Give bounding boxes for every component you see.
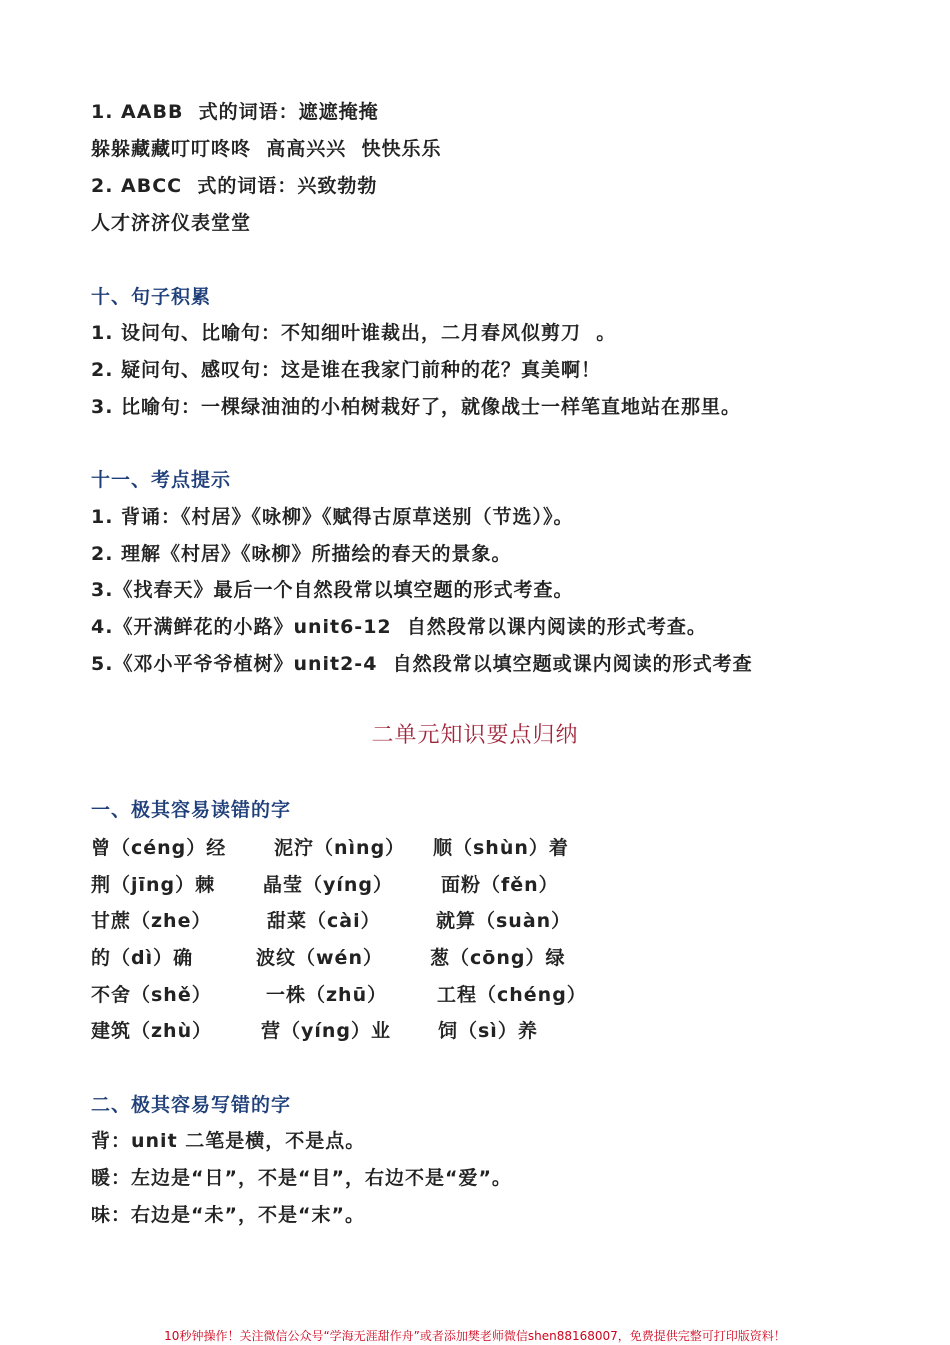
sentence-item-3: 3. 比喻句：一棵绿油油的小柏树栽好了，就像战士一样笔直地站在那里。	[91, 396, 742, 418]
tip-item-1: 1. 背诵：《村居》《咏柳》《赋得古原草送别（节选）》。	[91, 506, 574, 528]
tip-item-4: 4.《开满鲜花的小路》unit6-12 自然段常以课内阅读的形式考查。	[91, 616, 707, 638]
tip-item-2: 2. 理解《村居》《咏柳》所描绘的春天的景象。	[91, 543, 512, 565]
miswrite-item-2: 暖：左边是“日”，不是“目”，右边不是“爱”。	[91, 1167, 512, 1189]
pinyin-word: 波纹（wén）	[256, 947, 383, 969]
sentence-item-1: 1. 设问句、比喻句：不知细叶谁裁出，二月春风似剪刀 。	[91, 322, 617, 344]
pinyin-word: 建筑（zhù）	[91, 1020, 213, 1042]
heading-exam-tips: 十一、考点提示	[91, 469, 232, 491]
pinyin-word: 工程（chéng）	[437, 984, 587, 1006]
pinyin-word: 就算（suàn）	[436, 910, 572, 932]
word-pattern-abcc: 2. ABCC 式的词语：兴致勃勃	[91, 175, 378, 197]
tip-item-3: 3.《找春天》最后一个自然段常以填空题的形式考查。	[91, 579, 574, 601]
heading-misread-characters: 一、极其容易读错的字	[91, 799, 292, 821]
sentence-item-2: 2. 疑问句、感叹句：这是谁在我家门前种的花？真美啊！	[91, 359, 602, 381]
pinyin-word: 荆（jīng）棘	[91, 874, 216, 896]
pinyin-word: 不舍（shě）	[91, 984, 212, 1006]
word-pattern-aabb-examples: 躲躲藏藏叮叮咚咚 高高兴兴 快快乐乐	[91, 138, 442, 160]
miswrite-item-1: 背：unit 二笔是横，不是点。	[91, 1130, 366, 1152]
miswrite-item-3: 味：右边是“未”，不是“末”。	[91, 1204, 365, 1226]
unit-title: 二单元知识要点归纳	[371, 723, 579, 748]
tip-item-5: 5.《邓小平爷爷植树》unit2-4 自然段常以填空题或课内阅读的形式考查	[91, 653, 753, 675]
pinyin-word: 面粉（fěn）	[441, 874, 559, 896]
pinyin-word: 曾（céng）经	[91, 837, 227, 859]
pinyin-word: 的（dì）确	[91, 947, 194, 969]
heading-sentences: 十、句子积累	[91, 286, 212, 308]
pinyin-word: 营（yíng）业	[261, 1020, 392, 1042]
pinyin-word: 甘蔗（zhe）	[91, 910, 212, 932]
pinyin-word: 甜菜（cài）	[267, 910, 381, 932]
word-pattern-abcc-examples: 人才济济仪表堂堂	[91, 212, 252, 234]
pinyin-word: 一株（zhū）	[266, 984, 388, 1006]
pinyin-word: 晶莹（yíng）	[263, 874, 394, 896]
pinyin-word: 饲（sì）养	[438, 1020, 538, 1042]
pinyin-word: 泥泞（nìng）	[274, 837, 406, 859]
pinyin-word: 顺（shùn）着	[433, 837, 569, 859]
heading-miswritten-characters: 二、极其容易写错的字	[91, 1094, 292, 1116]
pinyin-word: 葱（cōng）绿	[430, 947, 566, 969]
word-pattern-aabb: 1. AABB 式的词语：遮遮掩掩	[91, 101, 379, 123]
footer-promo-text: 10秒钟操作！关注微信公众号“学海无涯甜作舟”或者添加樊老师微信shen88168007，免费提供完整可打印版资料！	[164, 1329, 786, 1343]
